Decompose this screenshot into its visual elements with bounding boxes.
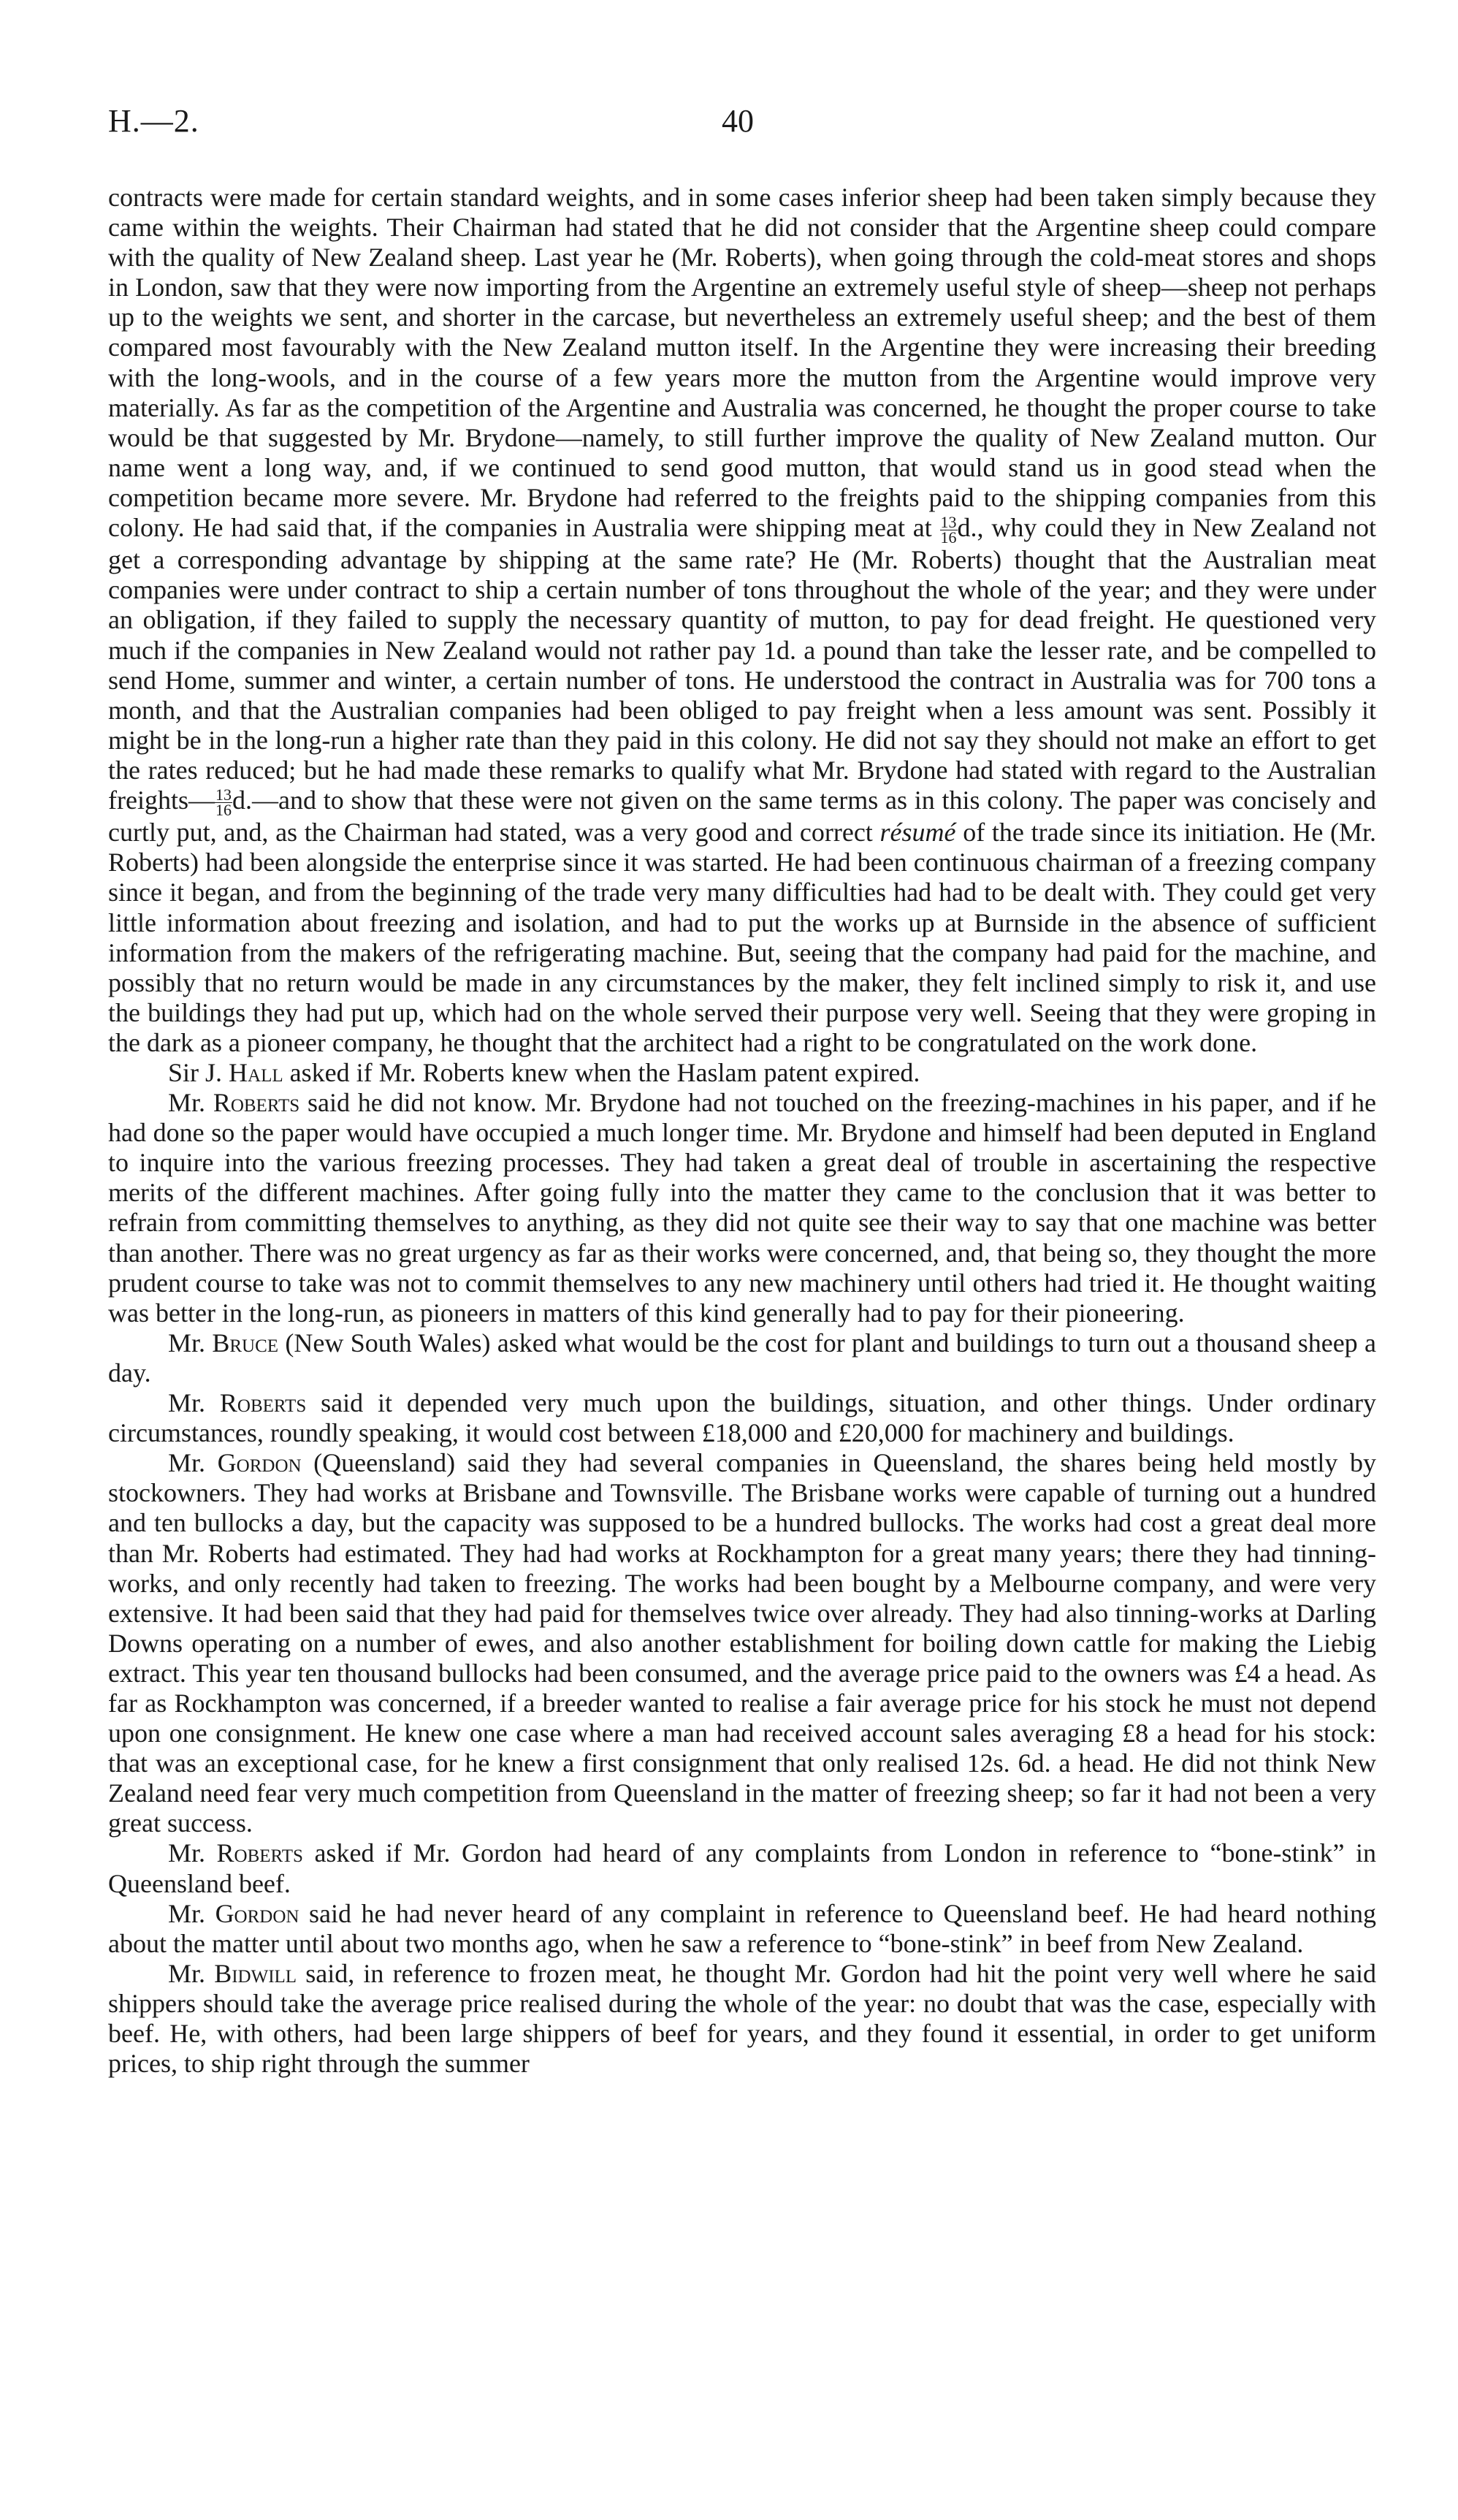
text-run: contracts were made for certain standard weights, and in some cases inferior sheep had been taken simply because they came within the weights. Their Chairman had stated that he did not consider that the Argentine sheep could compare with the quality of New Zealand sheep. Last year he (Mr. Roberts), when going through the cold-meat stores and shops in London, saw that they were now importing from the Argentine an extremely useful style of sheep—sheep not perhaps up to the weights we sent, and shorter in the carcase, but nevertheless an extremely useful sheep; and the best of them compared most favourably with the New Zealand mutton itself. In the Argentine they were increasing their breeding with the long-wools, and in the course of a few years more the mutton from the Argentine would improve very materially. As far as the competition of the Argentine and Australia was concerned, he thought the proper course to take would be that suggested by Mr. Brydone—namely, to still further improve the quality of New Zealand mutton. Our name went a long way, and, if we continued to send good mutton, that would stand us in good stead when the competition became more severe. Mr. Brydone had referred to the freights paid to the shipping companies from this colony. He had said that, if the companies in Australia were shipping meat at [108,183,1376,543]
paragraph [108,183,1376,1058]
text-run: (New South Wales) asked what would be the cost for plant and buildings to turn out a thousand sheep a day. [108,1328,1376,1387]
speaker-name: Roberts [219,1388,307,1418]
text-run: said it depended very much upon the buildings, situation, and other things. Under ordinary circumstances, roundly speaking, it would cost between £18,000 and £20,000 for machinery and buildings. [108,1388,1376,1448]
text-run: said he had never heard of any complaint in reference to Queensland beef. He had heard nothing about the matter until about two months ago, when he saw a reference to “bone-stink” in beef from New Zealand. [108,1898,1376,1958]
fraction-denominator: 16 [215,801,232,820]
page-header [108,102,1375,153]
paragraph [108,1328,1376,1388]
speaker-name: Bidwill [214,1958,297,1988]
speaker-name: Gordon [215,1898,299,1928]
fraction-numerator: 13 [215,785,232,804]
text-run: said, in reference to frozen meat, he thought Mr. Gordon had hit the point very well where he said shippers should take the average price realised during the whole of the year: no doubt that was the case, especially with beef. He, with others, had been large shippers of beef for years, and they found it essential, in order to get uniform prices, to ship right through the summer [108,1958,1376,2079]
paragraph [108,1959,1376,2079]
italic-term: résumé [879,818,956,848]
document-reference: H.—2. [108,103,199,139]
text-run: asked if Mr. Gordon had heard of any complaints from London in reference to “bone-stink” in Queensland beef. [108,1838,1376,1898]
paragraph [108,1838,1376,1898]
fraction-numerator: 13 [940,513,957,532]
speaker-name: Hall [229,1058,283,1087]
text-run: (Queensland) said they had several companies in Queensland, the shares being held mostly by stockowners. They had works at Brisbane and Townsville. The Brisbane works were capable of turning out a hundred and ten bullocks a day, but the capacity was supposed to be a hundred bullocks. The works had cost a great deal more than Mr. Roberts had estimated. They had had works at Rockhampton for a great many years; there they had tinning-works, and only recently had taken to freezing. The works had been bought by a Melbourne company, and were very extensive. It had been said that they had paid for themselves twice over already. They had also tinning-works at Darling Downs operating on a number of ewes, and also another establishment for boiling down cattle for making the Liebig extract. This year ten thousand bullocks had been consumed, and the average price paid to the owners was £4 a head. As far as Rockhampton was concerned, if a breeder wanted to realise a fair average price for his stock he must not depend upon one consignment. He knew one case where a man had received account sales averaging £8 a head for his stock: that was an exceptional case, for he knew a first consignment that only realised 12s. 6d. a head. He did not think New Zealand need fear very much competition from Queensland in the matter of freezing sheep; so far it had not been a very great success. [108,1448,1377,1838]
body-text [108,183,1376,2079]
speaker-prefix: Mr. [168,1088,213,1118]
speaker-prefix: Mr. [168,1388,220,1418]
speaker-prefix: Mr. [168,1958,215,1988]
speaker-name: Roberts [216,1838,303,1868]
speaker-prefix: Mr. [168,1838,217,1868]
paragraph [108,1058,1376,1088]
text-run: asked if Mr. Roberts knew when the Haslam patent expired. [283,1058,920,1087]
text-run: said he did not know. Mr. Brydone had not touched on the freezing-machines in his paper, and if he had done so the paper would have occupied a much longer time. Mr. Brydone and himself had been deputed in England to inquire into the various freezing processes. They had taken a great deal of trouble in ascertaining the respective merits of the different machines. After going fully into the matter they came to the conclusion that it was better to refrain from committing themselves to anything, as they did not quite see their way to say that one machine was better than another. There was no great urgency as far as their works were concerned, and, that being so, they thought the more prudent course to take was not to commit themselves to any new machinery until others had tried it. He thought waiting was better in the long-run, as pioneers in matters of this kind generally had to pay for their pioneering. [108,1088,1377,1328]
speaker-prefix: Mr. [168,1448,218,1478]
speaker-name: Gordon [217,1448,302,1478]
text-run: of the trade since its initiation. He (Mr. Roberts) had been alongside the enterprise since it was started. He had been continuous chairman of a freezing company since it began, and from the beginning of the trade very many difficulties had had to be dealt with. They could get very little information about freezing and isolation, and had to put the works up at Burnside in the absence of sufficient information from the makers of the refrigerating machine. But, seeing that the company had paid for the machine, and possibly that no return would be made in any circumstances by the maker, they felt inclined simply to risk it, and use the buildings they had put up, which had on the whole served their purpose very well. Seeing that they were groping in the dark as a pioneer company, he thought that the architect had a right to be congratulated on the work done. [108,818,1376,1057]
page-number: 40 [722,103,754,139]
speaker-name: Roberts [213,1088,300,1118]
speaker-prefix: Sir J. [168,1058,229,1087]
speaker-prefix: Mr. [168,1328,213,1358]
paragraph [108,1388,1376,1448]
fraction [215,785,232,820]
paragraph [108,1899,1376,1959]
paragraph [108,1088,1376,1328]
fraction [940,515,958,545]
speaker-prefix: Mr. [168,1898,215,1928]
speaker-name: Bruce [212,1328,279,1358]
text-run: d.—and to show that these were not given on the same terms as in this colony. The paper was concisely and curtly put, and, as the Chairman had stated, was a very good and correct [108,785,1376,848]
paragraph [108,1448,1376,1838]
text-run: d., why could they in New Zealand not get a corresponding advantage by shipping at the same rate? He (Mr. Roberts) thought that the Australian meat companies were under contract to ship a certain number of tons throughout the whole of the year; and they were under an obligation, if they failed to supply the necessary quantity of mutton, to pay for dead freight. He questioned very much if the companies in New Zealand would not rather pay 1d. a pound than take the lesser rate, and be compelled to send Home, summer and winter, a certain number of tons. He understood the contract in Australia was for 700 tons a month, and that the Australian companies had been obliged to pay freight when a less amount was sent. Possibly it might be in the long-run a higher rate than they paid in this colony. He did not say they should not make an effort to get the rates reduced; but he had made these remarks to qualify what Mr. Brydone had stated with regard to the Australian freights— [108,513,1376,815]
fraction-denominator: 16 [940,528,957,547]
